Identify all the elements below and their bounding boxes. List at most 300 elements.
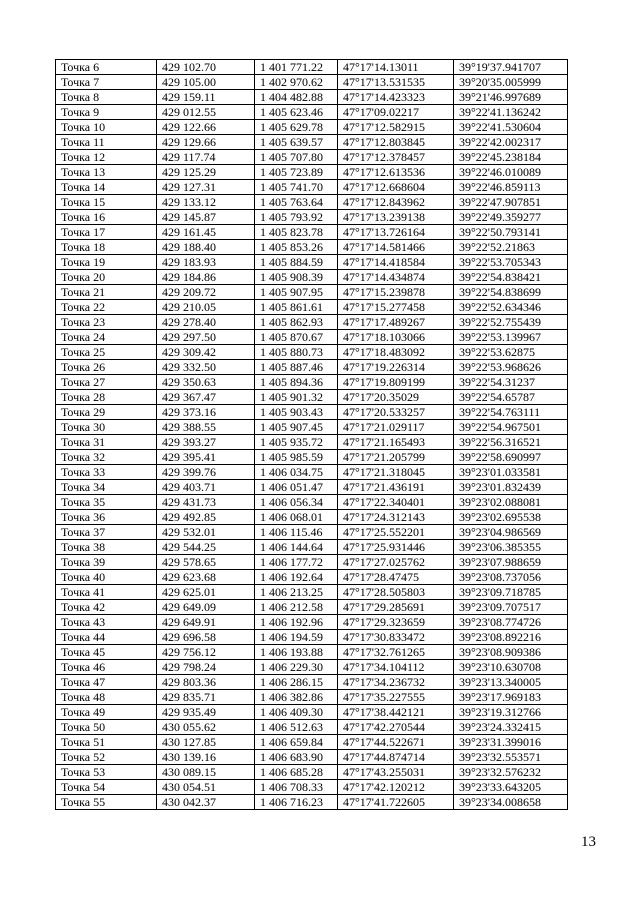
longitude-cell: 39°22'54.838699 bbox=[454, 285, 568, 300]
x-coordinate-cell: 430 042.37 bbox=[157, 795, 255, 810]
coordinates-table bbox=[55, 59, 568, 810]
y-coordinate-cell: 1 406 194.59 bbox=[255, 630, 338, 645]
latitude-cell: 47°17'43.255031 bbox=[338, 765, 454, 780]
y-coordinate-cell: 1 406 716.23 bbox=[255, 795, 338, 810]
y-coordinate-cell: 1 405 907.45 bbox=[255, 420, 338, 435]
y-coordinate-cell: 1 406 193.88 bbox=[255, 645, 338, 660]
point-name-cell: Точка 30 bbox=[56, 420, 157, 435]
table-row bbox=[56, 540, 568, 555]
x-coordinate-cell: 429 532.01 bbox=[157, 525, 255, 540]
longitude-cell: 39°22'50.793141 bbox=[454, 225, 568, 240]
table-row bbox=[56, 555, 568, 570]
y-coordinate-cell: 1 405 823.78 bbox=[255, 225, 338, 240]
x-coordinate-cell: 429 388.55 bbox=[157, 420, 255, 435]
x-coordinate-cell: 429 623.68 bbox=[157, 570, 255, 585]
table-row bbox=[56, 525, 568, 540]
longitude-cell: 39°23'02.088081 bbox=[454, 495, 568, 510]
y-coordinate-cell: 1 406 512.63 bbox=[255, 720, 338, 735]
x-coordinate-cell: 429 756.12 bbox=[157, 645, 255, 660]
latitude-cell: 47°17'21.205799 bbox=[338, 450, 454, 465]
y-coordinate-cell: 1 405 763.64 bbox=[255, 195, 338, 210]
point-name-cell: Точка 25 bbox=[56, 345, 157, 360]
point-name-cell: Точка 54 bbox=[56, 780, 157, 795]
longitude-cell: 39°23'06.385355 bbox=[454, 540, 568, 555]
y-coordinate-cell: 1 405 907.95 bbox=[255, 285, 338, 300]
y-coordinate-cell: 1 405 903.43 bbox=[255, 405, 338, 420]
point-name-cell: Точка 16 bbox=[56, 210, 157, 225]
longitude-cell: 39°22'53.705343 bbox=[454, 255, 568, 270]
point-name-cell: Точка 40 bbox=[56, 570, 157, 585]
table-row bbox=[56, 120, 568, 135]
x-coordinate-cell: 429 309.42 bbox=[157, 345, 255, 360]
table-row bbox=[56, 780, 568, 795]
point-name-cell: Точка 24 bbox=[56, 330, 157, 345]
latitude-cell: 47°17'22.340401 bbox=[338, 495, 454, 510]
y-coordinate-cell: 1 406 683.90 bbox=[255, 750, 338, 765]
y-coordinate-cell: 1 406 213.25 bbox=[255, 585, 338, 600]
point-name-cell: Точка 22 bbox=[56, 300, 157, 315]
table-row bbox=[56, 285, 568, 300]
x-coordinate-cell: 429 798.24 bbox=[157, 660, 255, 675]
longitude-cell: 39°23'10.630708 bbox=[454, 660, 568, 675]
longitude-cell: 39°22'47.907851 bbox=[454, 195, 568, 210]
y-coordinate-cell: 1 405 639.57 bbox=[255, 135, 338, 150]
point-name-cell: Точка 35 bbox=[56, 495, 157, 510]
y-coordinate-cell: 1 405 901.32 bbox=[255, 390, 338, 405]
latitude-cell: 47°17'09.02217 bbox=[338, 105, 454, 120]
longitude-cell: 39°19'37.941707 bbox=[454, 60, 568, 75]
y-coordinate-cell: 1 405 861.61 bbox=[255, 300, 338, 315]
x-coordinate-cell: 429 395.41 bbox=[157, 450, 255, 465]
y-coordinate-cell: 1 405 880.73 bbox=[255, 345, 338, 360]
point-name-cell: Точка 42 bbox=[56, 600, 157, 615]
table-row bbox=[56, 705, 568, 720]
x-coordinate-cell: 429 012.55 bbox=[157, 105, 255, 120]
x-coordinate-cell: 429 145.87 bbox=[157, 210, 255, 225]
x-coordinate-cell: 429 649.09 bbox=[157, 600, 255, 615]
longitude-cell: 39°22'52.634346 bbox=[454, 300, 568, 315]
longitude-cell: 39°22'53.968626 bbox=[454, 360, 568, 375]
point-name-cell: Точка 34 bbox=[56, 480, 157, 495]
x-coordinate-cell: 430 127.85 bbox=[157, 735, 255, 750]
table-row bbox=[56, 105, 568, 120]
point-name-cell: Точка 12 bbox=[56, 150, 157, 165]
point-name-cell: Точка 43 bbox=[56, 615, 157, 630]
y-coordinate-cell: 1 405 935.72 bbox=[255, 435, 338, 450]
x-coordinate-cell: 429 403.71 bbox=[157, 480, 255, 495]
point-name-cell: Точка 21 bbox=[56, 285, 157, 300]
latitude-cell: 47°17'14.418584 bbox=[338, 255, 454, 270]
y-coordinate-cell: 1 406 212.58 bbox=[255, 600, 338, 615]
point-name-cell: Точка 45 bbox=[56, 645, 157, 660]
table-row bbox=[56, 360, 568, 375]
table-row bbox=[56, 465, 568, 480]
latitude-cell: 47°17'29.285691 bbox=[338, 600, 454, 615]
table-row bbox=[56, 150, 568, 165]
x-coordinate-cell: 429 125.29 bbox=[157, 165, 255, 180]
y-coordinate-cell: 1 405 884.59 bbox=[255, 255, 338, 270]
y-coordinate-cell: 1 406 659.84 bbox=[255, 735, 338, 750]
latitude-cell: 47°17'21.165493 bbox=[338, 435, 454, 450]
y-coordinate-cell: 1 405 985.59 bbox=[255, 450, 338, 465]
latitude-cell: 47°17'32.761265 bbox=[338, 645, 454, 660]
longitude-cell: 39°23'19.312766 bbox=[454, 705, 568, 720]
point-name-cell: Точка 44 bbox=[56, 630, 157, 645]
x-coordinate-cell: 429 399.76 bbox=[157, 465, 255, 480]
x-coordinate-cell: 429 332.50 bbox=[157, 360, 255, 375]
latitude-cell: 47°17'28.505803 bbox=[338, 585, 454, 600]
latitude-cell: 47°17'19.809199 bbox=[338, 375, 454, 390]
table-row bbox=[56, 240, 568, 255]
longitude-cell: 39°23'08.737056 bbox=[454, 570, 568, 585]
longitude-cell: 39°22'41.530604 bbox=[454, 120, 568, 135]
table-row bbox=[56, 615, 568, 630]
longitude-cell: 39°22'52.755439 bbox=[454, 315, 568, 330]
point-name-cell: Точка 55 bbox=[56, 795, 157, 810]
longitude-cell: 39°22'54.65787 bbox=[454, 390, 568, 405]
point-name-cell: Точка 31 bbox=[56, 435, 157, 450]
latitude-cell: 47°17'29.323659 bbox=[338, 615, 454, 630]
longitude-cell: 39°22'49.359277 bbox=[454, 210, 568, 225]
latitude-cell: 47°17'34.236732 bbox=[338, 675, 454, 690]
point-name-cell: Точка 39 bbox=[56, 555, 157, 570]
longitude-cell: 39°23'32.553571 bbox=[454, 750, 568, 765]
x-coordinate-cell: 430 089.15 bbox=[157, 765, 255, 780]
point-name-cell: Точка 41 bbox=[56, 585, 157, 600]
y-coordinate-cell: 1 405 623.46 bbox=[255, 105, 338, 120]
latitude-cell: 47°17'12.843962 bbox=[338, 195, 454, 210]
x-coordinate-cell: 429 129.66 bbox=[157, 135, 255, 150]
x-coordinate-cell: 429 625.01 bbox=[157, 585, 255, 600]
point-name-cell: Точка 18 bbox=[56, 240, 157, 255]
y-coordinate-cell: 1 405 793.92 bbox=[255, 210, 338, 225]
longitude-cell: 39°23'04.986569 bbox=[454, 525, 568, 540]
x-coordinate-cell: 430 054.51 bbox=[157, 780, 255, 795]
x-coordinate-cell: 429 183.93 bbox=[157, 255, 255, 270]
latitude-cell: 47°17'28.47475 bbox=[338, 570, 454, 585]
point-name-cell: Точка 9 bbox=[56, 105, 157, 120]
table-row bbox=[56, 660, 568, 675]
latitude-cell: 47°17'13.531535 bbox=[338, 75, 454, 90]
point-name-cell: Точка 36 bbox=[56, 510, 157, 525]
y-coordinate-cell: 1 405 707.80 bbox=[255, 150, 338, 165]
table-row bbox=[56, 375, 568, 390]
y-coordinate-cell: 1 406 068.01 bbox=[255, 510, 338, 525]
latitude-cell: 47°17'15.277458 bbox=[338, 300, 454, 315]
table-row bbox=[56, 630, 568, 645]
x-coordinate-cell: 429 373.16 bbox=[157, 405, 255, 420]
table-row bbox=[56, 315, 568, 330]
x-coordinate-cell: 429 492.85 bbox=[157, 510, 255, 525]
latitude-cell: 47°17'35.227555 bbox=[338, 690, 454, 705]
latitude-cell: 47°17'12.803845 bbox=[338, 135, 454, 150]
y-coordinate-cell: 1 406 286.15 bbox=[255, 675, 338, 690]
table-row bbox=[56, 750, 568, 765]
y-coordinate-cell: 1 405 853.26 bbox=[255, 240, 338, 255]
latitude-cell: 47°17'24.312143 bbox=[338, 510, 454, 525]
latitude-cell: 47°17'21.318045 bbox=[338, 465, 454, 480]
longitude-cell: 39°22'54.31237 bbox=[454, 375, 568, 390]
longitude-cell: 39°23'01.033581 bbox=[454, 465, 568, 480]
longitude-cell: 39°23'09.707517 bbox=[454, 600, 568, 615]
longitude-cell: 39°22'46.859113 bbox=[454, 180, 568, 195]
longitude-cell: 39°22'42.002317 bbox=[454, 135, 568, 150]
table-row bbox=[56, 600, 568, 615]
longitude-cell: 39°22'54.838421 bbox=[454, 270, 568, 285]
x-coordinate-cell: 429 122.66 bbox=[157, 120, 255, 135]
longitude-cell: 39°23'07.988659 bbox=[454, 555, 568, 570]
point-name-cell: Точка 13 bbox=[56, 165, 157, 180]
y-coordinate-cell: 1 406 192.64 bbox=[255, 570, 338, 585]
x-coordinate-cell: 430 139.16 bbox=[157, 750, 255, 765]
latitude-cell: 47°17'30.833472 bbox=[338, 630, 454, 645]
latitude-cell: 47°17'25.552201 bbox=[338, 525, 454, 540]
latitude-cell: 47°17'34.104112 bbox=[338, 660, 454, 675]
latitude-cell: 47°17'21.436191 bbox=[338, 480, 454, 495]
longitude-cell: 39°22'54.967501 bbox=[454, 420, 568, 435]
y-coordinate-cell: 1 406 051.47 bbox=[255, 480, 338, 495]
latitude-cell: 47°17'21.029117 bbox=[338, 420, 454, 435]
latitude-cell: 47°17'12.668604 bbox=[338, 180, 454, 195]
longitude-cell: 39°22'53.62875 bbox=[454, 345, 568, 360]
x-coordinate-cell: 429 159.11 bbox=[157, 90, 255, 105]
longitude-cell: 39°23'24.332415 bbox=[454, 720, 568, 735]
y-coordinate-cell: 1 406 192.96 bbox=[255, 615, 338, 630]
point-name-cell: Точка 33 bbox=[56, 465, 157, 480]
x-coordinate-cell: 429 102.70 bbox=[157, 60, 255, 75]
point-name-cell: Точка 14 bbox=[56, 180, 157, 195]
table-row bbox=[56, 75, 568, 90]
latitude-cell: 47°17'13.726164 bbox=[338, 225, 454, 240]
table-row bbox=[56, 435, 568, 450]
latitude-cell: 47°17'18.483092 bbox=[338, 345, 454, 360]
point-name-cell: Точка 23 bbox=[56, 315, 157, 330]
table-row bbox=[56, 420, 568, 435]
y-coordinate-cell: 1 404 482.88 bbox=[255, 90, 338, 105]
x-coordinate-cell: 429 935.49 bbox=[157, 705, 255, 720]
point-name-cell: Точка 53 bbox=[56, 765, 157, 780]
y-coordinate-cell: 1 401 771.22 bbox=[255, 60, 338, 75]
point-name-cell: Точка 17 bbox=[56, 225, 157, 240]
longitude-cell: 39°23'32.576232 bbox=[454, 765, 568, 780]
x-coordinate-cell: 429 184.86 bbox=[157, 270, 255, 285]
y-coordinate-cell: 1 406 144.64 bbox=[255, 540, 338, 555]
latitude-cell: 47°17'13.239138 bbox=[338, 210, 454, 225]
table-row bbox=[56, 300, 568, 315]
longitude-cell: 39°22'53.139967 bbox=[454, 330, 568, 345]
table-row bbox=[56, 345, 568, 360]
point-name-cell: Точка 49 bbox=[56, 705, 157, 720]
table-row bbox=[56, 585, 568, 600]
table-row bbox=[56, 765, 568, 780]
longitude-cell: 39°23'08.774726 bbox=[454, 615, 568, 630]
table-row bbox=[56, 690, 568, 705]
point-name-cell: Точка 28 bbox=[56, 390, 157, 405]
latitude-cell: 47°17'14.434874 bbox=[338, 270, 454, 285]
table-row bbox=[56, 450, 568, 465]
latitude-cell: 47°17'20.35029 bbox=[338, 390, 454, 405]
y-coordinate-cell: 1 405 629.78 bbox=[255, 120, 338, 135]
table-row bbox=[56, 330, 568, 345]
longitude-cell: 39°23'13.340005 bbox=[454, 675, 568, 690]
x-coordinate-cell: 429 188.40 bbox=[157, 240, 255, 255]
table-row bbox=[56, 90, 568, 105]
longitude-cell: 39°22'46.010089 bbox=[454, 165, 568, 180]
latitude-cell: 47°17'27.025762 bbox=[338, 555, 454, 570]
y-coordinate-cell: 1 406 177.72 bbox=[255, 555, 338, 570]
x-coordinate-cell: 429 393.27 bbox=[157, 435, 255, 450]
table-row bbox=[56, 270, 568, 285]
x-coordinate-cell: 429 161.45 bbox=[157, 225, 255, 240]
y-coordinate-cell: 1 405 862.93 bbox=[255, 315, 338, 330]
point-name-cell: Точка 6 bbox=[56, 60, 157, 75]
latitude-cell: 47°17'12.582915 bbox=[338, 120, 454, 135]
y-coordinate-cell: 1 406 115.46 bbox=[255, 525, 338, 540]
latitude-cell: 47°17'44.522671 bbox=[338, 735, 454, 750]
longitude-cell: 39°22'45.238184 bbox=[454, 150, 568, 165]
x-coordinate-cell: 429 835.71 bbox=[157, 690, 255, 705]
coordinates-table-body bbox=[56, 60, 568, 810]
latitude-cell: 47°17'19.226314 bbox=[338, 360, 454, 375]
y-coordinate-cell: 1 405 894.36 bbox=[255, 375, 338, 390]
table-row bbox=[56, 390, 568, 405]
latitude-cell: 47°17'38.442121 bbox=[338, 705, 454, 720]
latitude-cell: 47°17'42.270544 bbox=[338, 720, 454, 735]
latitude-cell: 47°17'25.931446 bbox=[338, 540, 454, 555]
point-name-cell: Точка 52 bbox=[56, 750, 157, 765]
y-coordinate-cell: 1 402 970.62 bbox=[255, 75, 338, 90]
point-name-cell: Точка 20 bbox=[56, 270, 157, 285]
latitude-cell: 47°17'14.581466 bbox=[338, 240, 454, 255]
x-coordinate-cell: 429 278.40 bbox=[157, 315, 255, 330]
y-coordinate-cell: 1 405 741.70 bbox=[255, 180, 338, 195]
table-row bbox=[56, 720, 568, 735]
y-coordinate-cell: 1 406 034.75 bbox=[255, 465, 338, 480]
table-row bbox=[56, 795, 568, 810]
point-name-cell: Точка 10 bbox=[56, 120, 157, 135]
point-name-cell: Точка 8 bbox=[56, 90, 157, 105]
x-coordinate-cell: 429 210.05 bbox=[157, 300, 255, 315]
y-coordinate-cell: 1 406 382.86 bbox=[255, 690, 338, 705]
point-name-cell: Точка 51 bbox=[56, 735, 157, 750]
y-coordinate-cell: 1 406 409.30 bbox=[255, 705, 338, 720]
x-coordinate-cell: 429 297.50 bbox=[157, 330, 255, 345]
longitude-cell: 39°22'41.136242 bbox=[454, 105, 568, 120]
x-coordinate-cell: 430 055.62 bbox=[157, 720, 255, 735]
longitude-cell: 39°23'08.892216 bbox=[454, 630, 568, 645]
table-row bbox=[56, 255, 568, 270]
page-number: 13 bbox=[581, 834, 596, 850]
table-row bbox=[56, 165, 568, 180]
longitude-cell: 39°21'46.997689 bbox=[454, 90, 568, 105]
point-name-cell: Точка 37 bbox=[56, 525, 157, 540]
x-coordinate-cell: 429 544.25 bbox=[157, 540, 255, 555]
x-coordinate-cell: 429 350.63 bbox=[157, 375, 255, 390]
table-row bbox=[56, 60, 568, 75]
x-coordinate-cell: 429 127.31 bbox=[157, 180, 255, 195]
point-name-cell: Точка 50 bbox=[56, 720, 157, 735]
longitude-cell: 39°23'01.832439 bbox=[454, 480, 568, 495]
point-name-cell: Точка 7 bbox=[56, 75, 157, 90]
x-coordinate-cell: 429 803.36 bbox=[157, 675, 255, 690]
y-coordinate-cell: 1 405 908.39 bbox=[255, 270, 338, 285]
table-row bbox=[56, 735, 568, 750]
table-row bbox=[56, 495, 568, 510]
point-name-cell: Точка 19 bbox=[56, 255, 157, 270]
longitude-cell: 39°23'17.969183 bbox=[454, 690, 568, 705]
table-row bbox=[56, 210, 568, 225]
table-row bbox=[56, 135, 568, 150]
x-coordinate-cell: 429 367.47 bbox=[157, 390, 255, 405]
table-row bbox=[56, 645, 568, 660]
point-name-cell: Точка 48 bbox=[56, 690, 157, 705]
x-coordinate-cell: 429 578.65 bbox=[157, 555, 255, 570]
table-row bbox=[56, 510, 568, 525]
longitude-cell: 39°20'35.005999 bbox=[454, 75, 568, 90]
latitude-cell: 47°17'17.489267 bbox=[338, 315, 454, 330]
y-coordinate-cell: 1 405 870.67 bbox=[255, 330, 338, 345]
y-coordinate-cell: 1 405 723.89 bbox=[255, 165, 338, 180]
y-coordinate-cell: 1 406 685.28 bbox=[255, 765, 338, 780]
table-row bbox=[56, 225, 568, 240]
latitude-cell: 47°17'20.533257 bbox=[338, 405, 454, 420]
y-coordinate-cell: 1 406 708.33 bbox=[255, 780, 338, 795]
table-row bbox=[56, 675, 568, 690]
latitude-cell: 47°17'42.120212 bbox=[338, 780, 454, 795]
longitude-cell: 39°23'08.909386 bbox=[454, 645, 568, 660]
y-coordinate-cell: 1 406 229.30 bbox=[255, 660, 338, 675]
longitude-cell: 39°23'02.695538 bbox=[454, 510, 568, 525]
longitude-cell: 39°22'56.316521 bbox=[454, 435, 568, 450]
longitude-cell: 39°23'33.643205 bbox=[454, 780, 568, 795]
x-coordinate-cell: 429 117.74 bbox=[157, 150, 255, 165]
latitude-cell: 47°17'14.13011 bbox=[338, 60, 454, 75]
x-coordinate-cell: 429 431.73 bbox=[157, 495, 255, 510]
table-row bbox=[56, 195, 568, 210]
latitude-cell: 47°17'41.722605 bbox=[338, 795, 454, 810]
y-coordinate-cell: 1 406 056.34 bbox=[255, 495, 338, 510]
latitude-cell: 47°17'18.103066 bbox=[338, 330, 454, 345]
x-coordinate-cell: 429 696.58 bbox=[157, 630, 255, 645]
table-row bbox=[56, 405, 568, 420]
point-name-cell: Точка 47 bbox=[56, 675, 157, 690]
latitude-cell: 47°17'12.378457 bbox=[338, 150, 454, 165]
table-row bbox=[56, 180, 568, 195]
point-name-cell: Точка 26 bbox=[56, 360, 157, 375]
point-name-cell: Точка 29 bbox=[56, 405, 157, 420]
longitude-cell: 39°22'58.690997 bbox=[454, 450, 568, 465]
point-name-cell: Точка 15 bbox=[56, 195, 157, 210]
point-name-cell: Точка 32 bbox=[56, 450, 157, 465]
longitude-cell: 39°22'52.21863 bbox=[454, 240, 568, 255]
latitude-cell: 47°17'15.239878 bbox=[338, 285, 454, 300]
table-row bbox=[56, 480, 568, 495]
point-name-cell: Точка 46 bbox=[56, 660, 157, 675]
latitude-cell: 47°17'14.423323 bbox=[338, 90, 454, 105]
x-coordinate-cell: 429 105.00 bbox=[157, 75, 255, 90]
x-coordinate-cell: 429 209.72 bbox=[157, 285, 255, 300]
latitude-cell: 47°17'44.874714 bbox=[338, 750, 454, 765]
longitude-cell: 39°22'54.763111 bbox=[454, 405, 568, 420]
x-coordinate-cell: 429 133.12 bbox=[157, 195, 255, 210]
y-coordinate-cell: 1 405 887.46 bbox=[255, 360, 338, 375]
point-name-cell: Точка 27 bbox=[56, 375, 157, 390]
latitude-cell: 47°17'12.613536 bbox=[338, 165, 454, 180]
point-name-cell: Точка 11 bbox=[56, 135, 157, 150]
longitude-cell: 39°23'31.399016 bbox=[454, 735, 568, 750]
table-row bbox=[56, 570, 568, 585]
longitude-cell: 39°23'09.718785 bbox=[454, 585, 568, 600]
